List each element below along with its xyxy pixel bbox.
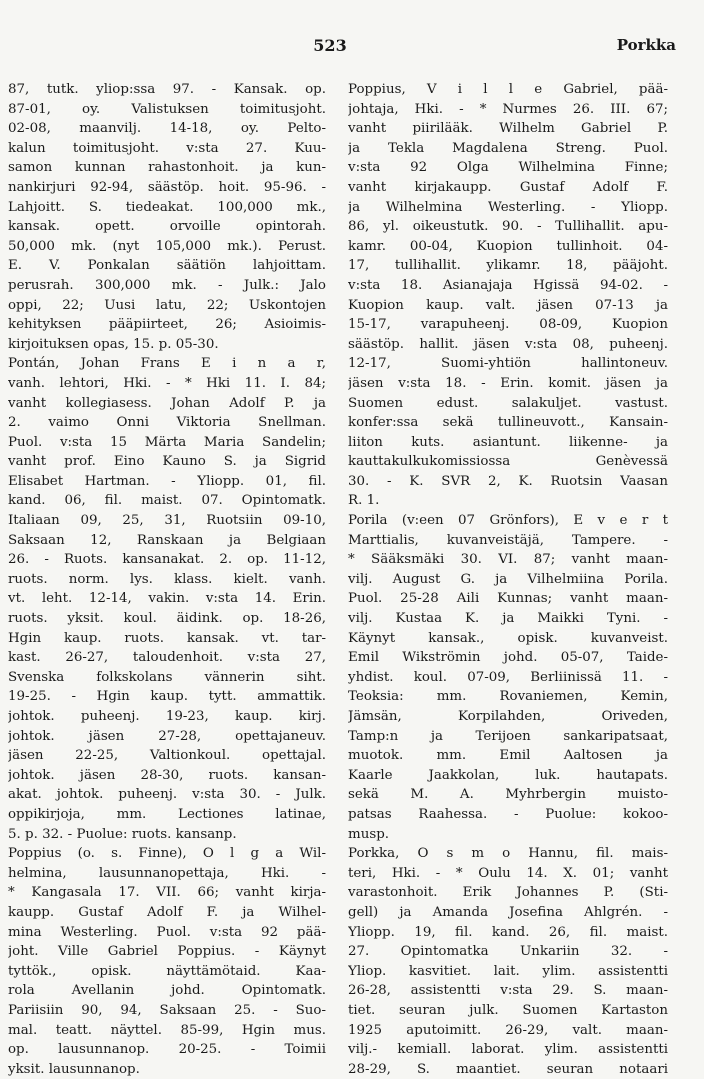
text-line: Porila (v:een 07 Grönfors), E v e r t [348, 513, 668, 529]
text-line: Elisabet Hartman. - Yliopp. 01, fil. [8, 473, 326, 489]
text-line: Hgin kaup. ruots. kansak. vt. tar- [8, 630, 326, 646]
text-line: * Kangasala 17. VII. 66; vanht kirja- [8, 885, 326, 901]
text-line: nankirjuri 92-94, säästöp. hoit. 95-96. - [8, 179, 326, 195]
text-line: 87, tutk. yliop:ssa 97. - Kansak. op. [8, 82, 326, 97]
text-line: Emil Wikströmin johd. 05-07, Taide- [348, 650, 668, 666]
text-line: akat. johtok. puheenj. v:sta 30. - Julk. [8, 787, 326, 803]
right-column [348, 80, 668, 1079]
text-line: säästöp. hallit. jäsen v:sta 08, puheenj. [348, 336, 668, 352]
text-line: 50,000 mk. (nyt 105,000 mk.). Perust. [8, 238, 326, 254]
text-line: ja Wilhelmina Westerling. - Yliopp. [348, 199, 668, 215]
text-line: 26-28, assistentti v:sta 29. S. maan- [348, 983, 668, 999]
text-line: kehityksen pääpiirteet, 26; Asioimis- [8, 317, 326, 333]
text-line: Poppius (o. s. Finne), O l g a Wil- [8, 846, 326, 862]
text-line: johtok. puheenj. 19-23, kaup. kirj. [8, 709, 326, 724]
text-line: gell) ja Amanda Josefina Ahlgrén. - [348, 904, 668, 920]
text-line: samon kunnan rahastonhoit. ja kun- [8, 160, 326, 176]
text-line: kaupp. Gustaf Adolf F. ja Wilhel- [8, 904, 326, 920]
page-number: 523 [313, 36, 347, 55]
text-line: oppikirjoja, mm. Lectiones latinae, [8, 806, 326, 822]
text-line: johtaja, Hki. - * Nurmes 26. III. 67; [348, 101, 668, 117]
text-line: v:sta 18. Asianajaja Hgissä 94-02. - [348, 277, 668, 293]
left-column [8, 80, 326, 1079]
text-line: oppi, 22; Uusi latu, 22; Uskontojen [8, 297, 326, 313]
text-line: Italiaan 09, 25, 31, Ruotsiin 09-10, [8, 513, 326, 529]
text-line: v:sta 92 Olga Wilhelmina Finne; [348, 160, 668, 176]
text-line: Pontán, Johan Frans E i n a r, [8, 356, 326, 372]
text-line: vt. leht. 12-14, vakin. v:sta 14. Erin. [8, 591, 326, 607]
text-line: Tamp:n ja Terijoen sankaripatsaat, [348, 728, 668, 744]
text-line: ruots. norm. lys. klass. kielt. vanh. [8, 571, 326, 587]
text-line: 15-17, varapuheenj. 08-09, Kuopion [348, 317, 668, 333]
text-line: jäsen 22-25, Valtionkoul. opettajal. [8, 748, 326, 764]
text-line: Poppius, V i l l e Gabriel, pää- [348, 82, 668, 97]
text-line: yhdist. koul. 07-09, Berliinissä 11. - [348, 669, 668, 685]
text-line: joht. Ville Gabriel Poppius. - Käynyt [8, 944, 326, 960]
text-line: Marttialis, kuvanveistäjä, Tampere. - [348, 532, 668, 548]
text-line: sekä M. A. Myhrbergin muisto- [348, 787, 668, 803]
text-line: vilj. Kustaa K. ja Maikki Tyni. - [348, 611, 668, 627]
text-line: Lahjoitt. S. tiedeakat. 100,000 mk., [8, 199, 326, 215]
text-line: konfer:ssa sekä tullineuvott., Kansain- [348, 415, 668, 431]
text-line: johtok. jäsen 27-28, opettajaneuv. [8, 728, 326, 744]
text-line: kalun toimitusjoht. v:sta 27. Kuu- [8, 140, 326, 156]
text-line: Käynyt kansak., opisk. kuvanveist. [348, 630, 668, 646]
text-line: 86, yl. oikeustutk. 90. - Tullihallit. apu- [348, 219, 668, 235]
text-line: mal. teatt. näyttel. 85-99, Hgin mus. [8, 1022, 326, 1038]
text-line: kast. 26-27, taloudenhoit. v:sta 27, [8, 650, 326, 666]
text-line: kand. 06, fil. maist. 07. Opintomatk. [8, 493, 326, 509]
text-line: vilj.- kemiall. laborat. ylim. assistentti [348, 1042, 668, 1058]
text-line: 17, tullihallit. ylikamr. 18, pääjoht. [348, 258, 668, 274]
text-line: 19-25. - Hgin kaup. tytt. ammattik. [8, 689, 326, 705]
text-line: patsas Raahessa. - Puolue: kokoo- [348, 806, 668, 822]
text-line: varastonhoit. Erik Johannes P. (Sti- [348, 885, 668, 901]
text-line: liiton kuts. asiantunt. liikenne- ja [348, 434, 668, 450]
text-line: vanht kirjakaupp. Gustaf Adolf F. [348, 179, 668, 195]
text-line: Yliop. kasvitiet. lait. ylim. assistentti [348, 963, 668, 979]
text-line: * Sääksmäki 30. VI. 87; vanht maan- [348, 552, 668, 568]
text-line: ruots. yksit. koul. äidink. op. 18-26, [8, 611, 326, 627]
text-line: muotok. mm. Emil Aaltosen ja [348, 748, 668, 764]
text-line: yksit. lausunnanop. [8, 1061, 140, 1077]
text-line: 02-08, maanvilj. 14-18, oy. Pelto- [8, 121, 326, 137]
text-line: vanht kollegiasess. Johan Adolf P. ja [8, 395, 326, 411]
text-line: kauttakulkukomissiossa Genèvessä [348, 454, 668, 470]
text-line: Svenska folkskolans vännerin siht. [8, 669, 326, 685]
text-line: 87-01, oy. Valistuksen toimitusjoht. [8, 101, 326, 117]
text-line: Saksaan 12, Ranskaan ja Belgiaan [8, 532, 326, 548]
text-line: vanht prof. Eino Kauno S. ja Sigrid [8, 454, 326, 470]
text-line: Kaarle Jaakkolan, luk. hautapats. [348, 767, 668, 783]
text-line: tiet. seuran julk. Suomen Kartaston [348, 1002, 668, 1018]
text-line: vanht piirilääk. Wilhelm Gabriel P. [348, 121, 668, 137]
text-line: op. lausunnanop. 20-25. - Toimii [8, 1042, 326, 1058]
text-line: kansak. opett. orvoille opintorah. [8, 219, 326, 235]
text-line: 1925 aputoimitt. 26-29, valt. maan- [348, 1022, 668, 1038]
text-line: Puol. v:sta 15 Märta Maria Sandelin; [8, 434, 326, 450]
text-line: 5. p. 32. - Puolue: ruots. kansanp. [8, 826, 237, 842]
text-line: Suomen edust. salakuljet. vastust. [348, 395, 668, 411]
text-line: R. 1. [348, 493, 380, 509]
text-line: musp. [348, 826, 390, 842]
text-line: 2. vaimo Onni Viktoria Snellman. [8, 415, 326, 431]
text-line: rola Avellanin johd. Opintomatk. [8, 983, 326, 999]
text-line: 12-17, Suomi-yhtiön hallintoneuv. [348, 356, 668, 372]
text-line: teri, Hki. - * Oulu 14. X. 01; vanht [348, 865, 668, 881]
text-line: E. V. Ponkalan säätiön lahjoittam. [8, 258, 326, 274]
text-line: kirjoituksen opas, 15. p. 05-30. [8, 336, 219, 352]
text-line: mina Westerling. Puol. v:sta 92 pää- [8, 924, 326, 940]
text-line: Puol. 25-28 Aili Kunnas; vanht maan- [348, 591, 668, 607]
text-line: Porkka, O s m o Hannu, fil. mais- [348, 846, 668, 862]
text-line: kamr. 00-04, Kuopion tullinhoit. 04- [348, 238, 668, 254]
text-line: 26. - Ruots. kansanakat. 2. op. 11-12, [8, 552, 326, 568]
text-line: Teoksia: mm. Rovaniemen, Kemin, [348, 689, 668, 705]
text-line: johtok. jäsen 28-30, ruots. kansan- [8, 767, 326, 783]
text-line: vanh. lehtori, Hki. - * Hki 11. I. 84; [8, 375, 326, 391]
text-line: 28-29, S. maantiet. seuran notaari [348, 1061, 668, 1077]
text-line: jäsen v:sta 18. - Erin. komit. jäsen ja [348, 375, 668, 391]
text-line: 30. - K. SVR 2, K. Ruotsin Vaasan [348, 473, 668, 489]
text-line: perusrah. 300,000 mk. - Julk.: Jalo [8, 277, 326, 293]
text-line: Pariisiin 90, 94, Saksaan 25. - Suo- [8, 1002, 326, 1018]
text-line: Jämsän, Korpilahden, Oriveden, [348, 709, 668, 724]
text-line: helmina, lausunnanopettaja, Hki. - [8, 865, 326, 881]
text-line: Yliopp. 19, fil. kand. 26, fil. maist. [348, 924, 668, 940]
text-line: tyttök., opisk. näyttämötaid. Kaa- [8, 963, 326, 979]
text-line: ja Tekla Magdalena Streng. Puol. [348, 140, 668, 156]
running-head: Porkka [616, 36, 676, 54]
text-line: vilj. August G. ja Vilhelmiina Porila. [348, 571, 668, 587]
text-line: Kuopion kaup. valt. jäsen 07-13 ja [348, 297, 668, 313]
text-line: 27. Opintomatka Unkariin 32. - [348, 944, 668, 960]
